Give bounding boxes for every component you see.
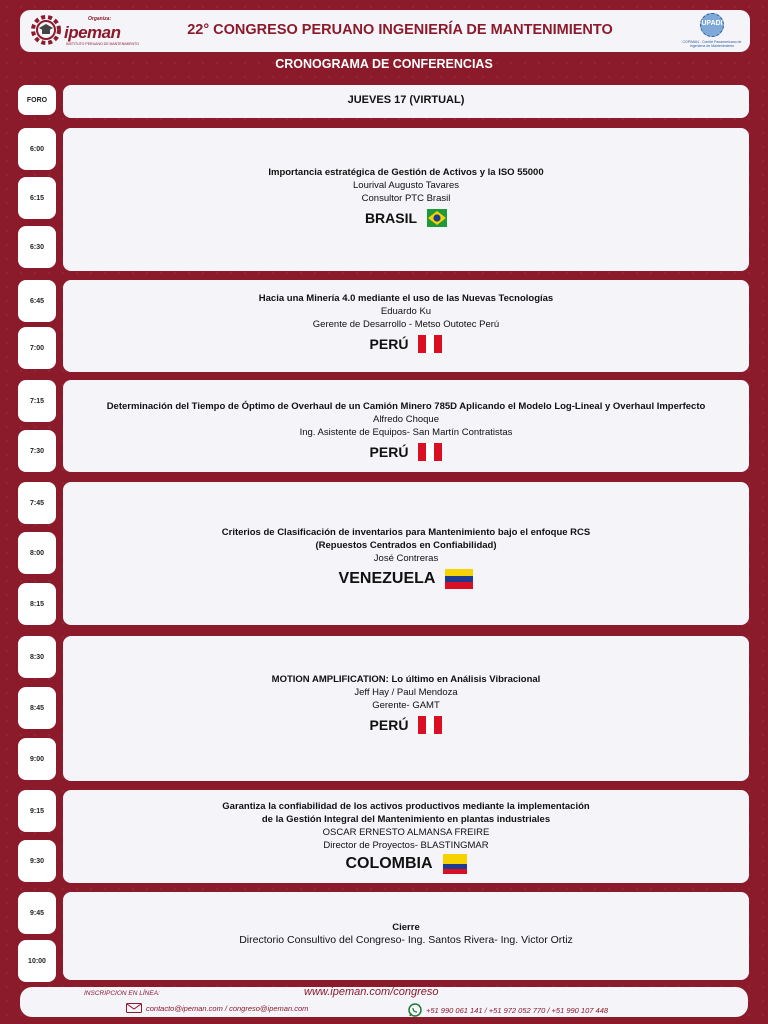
website-link[interactable]: www.ipeman.com/congreso bbox=[304, 986, 439, 998]
peru-flag-icon bbox=[418, 335, 442, 353]
footer-phones[interactable] bbox=[408, 1003, 608, 1017]
upadi-name: UPADI bbox=[701, 20, 723, 27]
time-slot: 6:00 bbox=[18, 128, 56, 170]
logo-name: ipeman bbox=[64, 23, 121, 42]
session-role: Consultor PTC Brasil bbox=[361, 193, 451, 204]
session-title: Cierre bbox=[392, 922, 420, 933]
session-speaker: Eduardo Ku bbox=[380, 306, 432, 317]
peru-flag-icon bbox=[418, 443, 442, 461]
time-slot: 8:45 bbox=[18, 687, 56, 729]
country-name: PERÚ bbox=[369, 336, 409, 352]
time-slot: 6:45 bbox=[18, 280, 56, 322]
mail-icon bbox=[126, 1003, 142, 1013]
session-role: Ing. Asistente de Equipos- San Martín Contratistas bbox=[299, 427, 513, 438]
session-card bbox=[63, 380, 749, 472]
session-role: Gerente- GAMT bbox=[372, 700, 440, 711]
time-slot: 7:00 bbox=[18, 327, 56, 369]
country-name: PERÚ bbox=[369, 717, 409, 733]
time-slot: 9:00 bbox=[18, 738, 56, 780]
session-speaker: Jeff Hay / Paul Mendoza bbox=[354, 687, 458, 698]
time-slot: 10:00 bbox=[18, 940, 56, 982]
session-title: Garantiza la confiabilidad de los activos productivos mediante la implementación bbox=[222, 801, 590, 812]
page-subtitle: CRONOGRAMA DE CONFERENCIAS bbox=[275, 57, 493, 71]
session-title-line2: (Repuestos Centrados en Confiabilidad) bbox=[315, 540, 497, 551]
time-slot: 7:45 bbox=[18, 482, 56, 524]
session-card bbox=[63, 128, 749, 271]
foro-label: FORO bbox=[18, 85, 56, 115]
session-speaker: Lourival Augusto Tavares bbox=[353, 180, 459, 191]
session-role: Gerente de Desarrollo - Metso Outotec Perú bbox=[312, 319, 500, 330]
time-slot: 7:30 bbox=[18, 430, 56, 472]
session-country bbox=[345, 854, 466, 874]
brazil-flag-icon bbox=[427, 209, 447, 227]
peru-flag-icon bbox=[418, 716, 442, 734]
upadi-badge-icon bbox=[700, 13, 724, 37]
session-speaker: Directorio Consultivo del Congreso- Ing. Santos Rivera- Ing. Victor Ortiz bbox=[239, 934, 573, 946]
whatsapp-icon bbox=[408, 1003, 422, 1017]
session-speaker: José Contreras bbox=[373, 553, 439, 564]
session-card bbox=[63, 636, 749, 781]
country-name: BRASIL bbox=[364, 210, 418, 226]
footer-email[interactable] bbox=[126, 1003, 308, 1013]
time-slot: 6:15 bbox=[18, 177, 56, 219]
session-title: Determinación del Tiempo de Óptimo de Overhaul de un Camión Minero 785D Aplicando el Modelo Log-Lineal y Overhaul Imperfecto bbox=[106, 401, 706, 412]
session-title: Importancia estratégica de Gestión de Activos y la ISO 55000 bbox=[268, 167, 544, 178]
registration-label: INSCRIPCION EN LÍNEA: bbox=[84, 990, 160, 997]
session-title: Criterios de Clasificación de inventarios para Mantenimiento bajo el enfoque RCS bbox=[221, 527, 591, 538]
session-country bbox=[370, 716, 443, 734]
time-slot: 8:15 bbox=[18, 583, 56, 625]
time-slot: 9:15 bbox=[18, 790, 56, 832]
session-card bbox=[63, 280, 749, 372]
session-card bbox=[63, 482, 749, 625]
ipeman-logo bbox=[26, 12, 156, 50]
session-title: MOTION AMPLIFICATION: Lo último en Análisis Vibracional bbox=[271, 674, 541, 685]
session-card bbox=[63, 790, 749, 883]
session-card bbox=[63, 892, 749, 980]
venezuela-flag-icon bbox=[445, 569, 473, 589]
time-slot: 8:30 bbox=[18, 636, 56, 678]
phones-text: +51 990 061 141 / +51 972 052 770 / +51 990 107 448 bbox=[426, 1005, 609, 1015]
session-country bbox=[339, 569, 474, 589]
time-slot: 8:00 bbox=[18, 532, 56, 574]
session-title: Hacia una Minería 4.0 mediante el uso de las Nuevas Tecnologías bbox=[258, 293, 554, 304]
session-country bbox=[370, 335, 443, 353]
time-slot: 6:30 bbox=[18, 226, 56, 268]
logo-subtitle: INSTITUTO PERUANO DE MANTENIMIENTO bbox=[66, 42, 139, 46]
country-name: COLOMBIA bbox=[345, 855, 433, 872]
country-name: VENEZUELA bbox=[338, 570, 436, 587]
time-slot: 9:30 bbox=[18, 840, 56, 882]
session-title-line2: de la Gestión Integral del Mantenimiento en plantas industriales bbox=[261, 814, 551, 825]
email-text: contacto@ipeman.com / congreso@ipeman.com bbox=[146, 1003, 309, 1013]
day-label: JUEVES 17 (VIRTUAL) bbox=[347, 94, 465, 106]
session-country bbox=[370, 443, 443, 461]
congress-title: 22° CONGRESO PERUANO INGENIERÍA DE MANTENIMIENTO bbox=[187, 22, 613, 38]
logo-organizer-label: Organiza: bbox=[88, 16, 112, 22]
session-country bbox=[365, 209, 447, 227]
session-speaker: OSCAR ERNESTO ALMANSA FREIRE bbox=[322, 827, 490, 838]
upadi-logo bbox=[682, 13, 742, 49]
session-role: Director de Proyectos- BLASTINGMAR bbox=[323, 840, 489, 851]
header-bar bbox=[20, 10, 750, 52]
session-speaker: Alfredo Choque bbox=[372, 414, 440, 425]
gear-logo-icon bbox=[28, 12, 64, 48]
day-header bbox=[63, 85, 749, 118]
country-name: PERÚ bbox=[369, 444, 409, 460]
upadi-caption: COPIMAN - Comité Panamericano de Ingeniería de Mantenimiento bbox=[682, 40, 742, 48]
colombia-flag-icon bbox=[443, 854, 467, 874]
time-slot: 7:15 bbox=[18, 380, 56, 422]
time-slot: 9:45 bbox=[18, 892, 56, 934]
footer-bar bbox=[20, 987, 748, 1017]
